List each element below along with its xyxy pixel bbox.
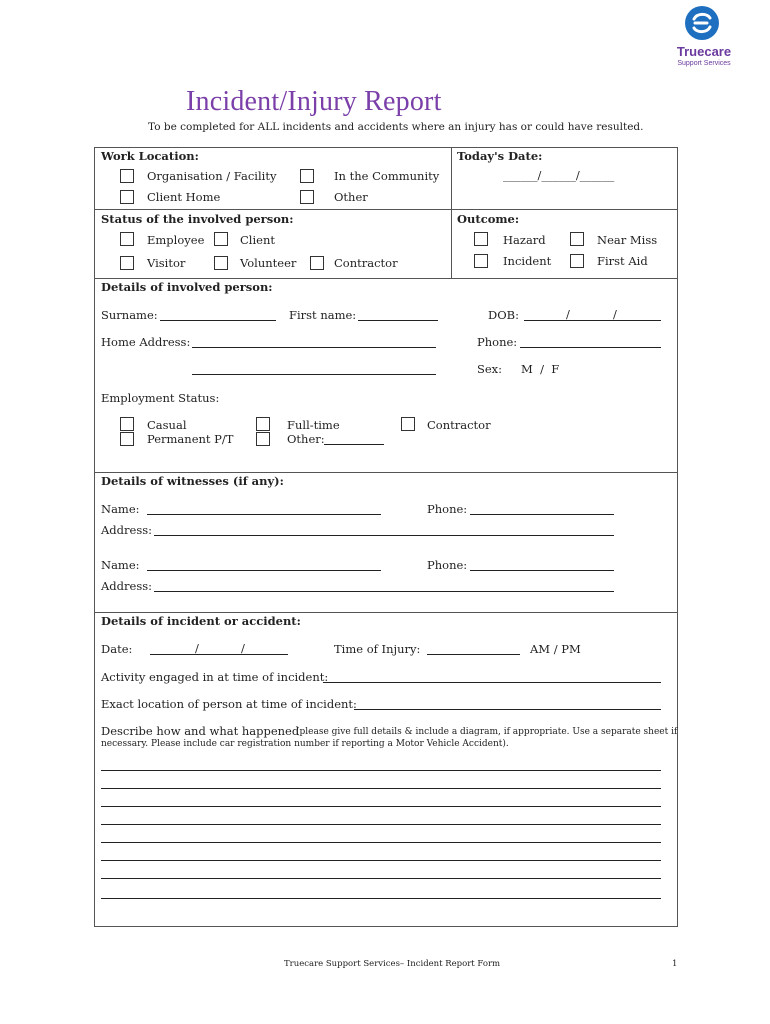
witness-address-label: Address: (101, 579, 153, 593)
witness-phone-field[interactable] (470, 514, 614, 515)
home-address-label: Home Address: (101, 335, 191, 349)
status-heading: Status of the involved person: (101, 212, 294, 226)
location-label: Exact location of person at time of incident: (101, 697, 357, 711)
activity-label: Activity engaged in at time of incident: (101, 670, 329, 684)
dob-slash: / (566, 307, 570, 321)
option-label: Contractor (427, 418, 491, 432)
option-label: Near Miss (597, 233, 658, 247)
checkbox-contractor[interactable] (310, 256, 324, 270)
time-of-injury-label: Time of Injury: (334, 642, 421, 656)
witness-phone-label: Phone: (427, 502, 468, 516)
home-address-field[interactable] (192, 347, 436, 348)
dob-field[interactable] (524, 320, 661, 321)
todays-date-heading: Today's Date: (457, 149, 543, 163)
divider (94, 278, 678, 279)
incident-date-label: Date: (101, 642, 133, 656)
checkbox-community[interactable] (300, 169, 314, 183)
checkbox-hazard[interactable] (474, 232, 488, 246)
am-pm-label[interactable]: AM / PM (530, 642, 581, 656)
divider (94, 612, 678, 613)
page-number: 1 (672, 959, 678, 969)
dob-slash: / (613, 307, 617, 321)
date-slash: / (195, 641, 199, 655)
description-line[interactable] (101, 824, 661, 825)
page-subtitle: To be completed for ALL incidents and accidents where an injury has or could have resulted. (148, 121, 644, 133)
describe-note: necessary. Please include car registration number if reporting a Motor Vehicle Accident). (101, 739, 509, 749)
logo-subtitle: Support Services (677, 60, 731, 67)
phone-field[interactable] (520, 347, 661, 348)
other-emp-field[interactable] (324, 444, 384, 445)
option-label: Hazard (503, 233, 546, 247)
first-name-field[interactable] (358, 320, 438, 321)
incident-date-field[interactable] (150, 654, 288, 655)
checkbox-employee[interactable] (120, 232, 134, 246)
checkbox-visitor[interactable] (120, 256, 134, 270)
witness-address-field[interactable] (154, 591, 614, 592)
option-label: Permanent P/T (147, 432, 234, 446)
checkbox-incident[interactable] (474, 254, 488, 268)
date-slash: / (241, 641, 245, 655)
witness-name-field[interactable] (147, 514, 381, 515)
option-label: Full-time (287, 418, 340, 432)
witness-phone-label: Phone: (427, 558, 468, 572)
witness-name-label: Name: (101, 502, 140, 516)
witness-phone-field[interactable] (470, 570, 614, 571)
activity-field[interactable] (323, 682, 661, 683)
description-line[interactable] (101, 788, 661, 789)
sex-label: Sex: (477, 362, 503, 376)
option-label: First Aid (597, 254, 648, 268)
description-line[interactable] (101, 878, 661, 879)
checkbox-client[interactable] (214, 232, 228, 246)
option-label: Employee (147, 233, 205, 247)
describe-label: Describe how and what happened (101, 724, 300, 738)
description-line[interactable] (101, 842, 661, 843)
witnesses-heading: Details of witnesses (if any): (101, 474, 284, 488)
witness-name-field[interactable] (147, 570, 381, 571)
outcome-heading: Outcome: (457, 212, 520, 226)
column-divider (451, 147, 452, 278)
option-label: Client Home (147, 190, 221, 204)
checkbox-permanent[interactable] (120, 432, 134, 446)
checkbox-other[interactable] (300, 190, 314, 204)
phone-label: Phone: (477, 335, 518, 349)
option-label: Other (334, 190, 368, 204)
time-of-injury-field[interactable] (427, 654, 520, 655)
home-address-field-2[interactable] (192, 374, 436, 375)
description-line[interactable] (101, 770, 661, 771)
incident-heading: Details of incident or accident: (101, 614, 301, 628)
option-label: Organisation / Facility (147, 169, 277, 183)
involved-heading: Details of involved person: (101, 280, 273, 294)
checkbox-casual[interactable] (120, 417, 134, 431)
first-name-label: First name: (289, 308, 357, 322)
witness-name-label: Name: (101, 558, 140, 572)
checkbox-near-miss[interactable] (570, 232, 584, 246)
logo-mark-icon (685, 6, 719, 40)
option-label: Client (240, 233, 275, 247)
todays-date-field[interactable]: ______/______/______ (503, 168, 615, 182)
option-label: Contractor (334, 256, 398, 270)
option-label: Volunteer (240, 256, 297, 270)
checkbox-organisation[interactable] (120, 169, 134, 183)
sex-options[interactable]: M / F (521, 362, 560, 376)
checkbox-first-aid[interactable] (570, 254, 584, 268)
location-field[interactable] (354, 709, 661, 710)
employment-status-label: Employment Status: (101, 391, 220, 405)
option-label: Incident (503, 254, 552, 268)
option-label: In the Community (334, 169, 440, 183)
work-location-heading: Work Location: (101, 149, 199, 163)
logo-name: Truecare (676, 44, 732, 59)
dob-label: DOB: (488, 308, 519, 322)
checkbox-client-home[interactable] (120, 190, 134, 204)
option-label: Other: (287, 432, 325, 446)
option-label: Casual (147, 418, 187, 432)
checkbox-other-emp[interactable] (256, 432, 270, 446)
surname-label: Surname: (101, 308, 158, 322)
truecare-logo (674, 6, 734, 72)
surname-field[interactable] (160, 320, 276, 321)
checkbox-volunteer[interactable] (214, 256, 228, 270)
page-title: Incident/Injury Report (186, 86, 442, 117)
checkbox-full-time[interactable] (256, 417, 270, 431)
description-line[interactable] (101, 806, 661, 807)
divider (94, 209, 678, 210)
footer-text: Truecare Support Services– Incident Report Form (284, 959, 501, 969)
witness-address-label: Address: (101, 523, 153, 537)
describe-note: (please give full details & include a diagram, if appropriate. Use a separate sheet if (296, 727, 678, 737)
divider (94, 472, 678, 473)
witness-address-field[interactable] (154, 535, 614, 536)
option-label: Visitor (147, 256, 186, 270)
checkbox-contractor-emp[interactable] (401, 417, 415, 431)
description-line[interactable] (101, 860, 661, 861)
description-line[interactable] (101, 898, 661, 899)
